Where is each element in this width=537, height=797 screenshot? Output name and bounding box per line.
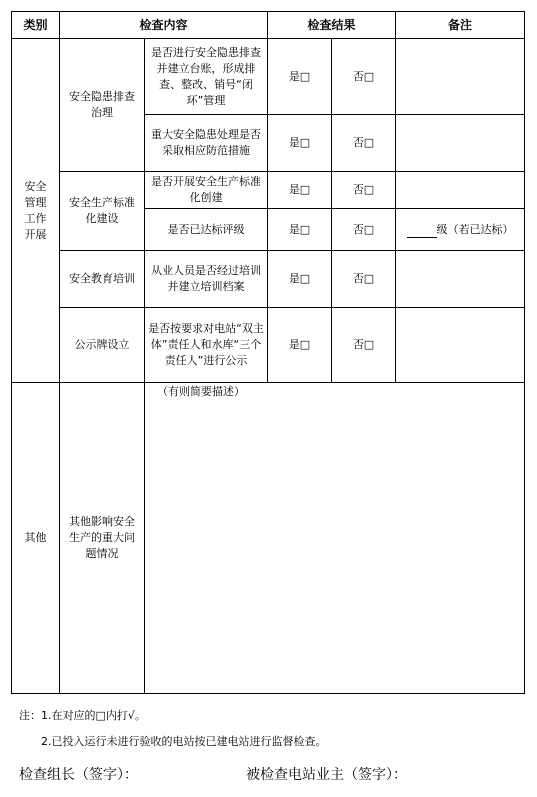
inspection-table bbox=[11, 11, 525, 694]
yes-checkbox[interactable]: 是□ bbox=[268, 308, 332, 383]
remark-cell[interactable] bbox=[396, 308, 525, 383]
leader-signature-label: 检查组长（签字）： bbox=[19, 767, 138, 783]
category-safety-management: 安全管理工作开展 bbox=[12, 39, 60, 383]
remark-cell[interactable] bbox=[396, 251, 525, 308]
note-1: 注：1.在对应的□内打√。 bbox=[19, 709, 146, 722]
yes-checkbox[interactable]: 是□ bbox=[268, 39, 332, 115]
no-checkbox[interactable]: 否□ bbox=[332, 251, 396, 308]
no-checkbox[interactable]: 否□ bbox=[332, 115, 396, 172]
grade-blank[interactable] bbox=[407, 225, 437, 238]
yes-checkbox[interactable]: 是□ bbox=[268, 172, 332, 209]
note-2: 2.已投入运行未进行验收的电站按已建电站进行监督检查。 bbox=[41, 735, 327, 748]
check-content: 从业人员是否经过培训并建立培训档案 bbox=[145, 251, 268, 308]
header-remark: 备注 bbox=[396, 12, 525, 39]
yes-checkbox[interactable]: 是□ bbox=[268, 251, 332, 308]
subcategory-training: 安全教育培训 bbox=[60, 251, 145, 308]
remark-cell[interactable] bbox=[396, 115, 525, 172]
yes-checkbox[interactable]: 是□ bbox=[268, 209, 332, 251]
subcategory-signboard: 公示牌设立 bbox=[60, 308, 145, 383]
category-other: 其他 bbox=[12, 383, 60, 694]
yes-checkbox[interactable]: 是□ bbox=[268, 115, 332, 172]
subcategory-hazard: 安全隐患排查治理 bbox=[60, 39, 145, 172]
header-result: 检查结果 bbox=[268, 12, 396, 39]
subcategory-other-issues: 其他影响安全生产的重大问题情况 bbox=[60, 383, 145, 694]
header-category: 类别 bbox=[12, 12, 60, 39]
no-checkbox[interactable]: 否□ bbox=[332, 172, 396, 209]
remark-cell[interactable] bbox=[396, 39, 525, 115]
header-content: 检查内容 bbox=[60, 12, 268, 39]
no-checkbox[interactable]: 否□ bbox=[332, 209, 396, 251]
owner-signature-label: 被检查电站业主（签字）： bbox=[246, 767, 407, 783]
grade-suffix: 级（若已达标） bbox=[436, 222, 514, 236]
check-content: 是否进行安全隐患排查并建立台账，形成排查、整改、销号“闭环”管理 bbox=[145, 39, 268, 115]
no-checkbox[interactable]: 否□ bbox=[332, 308, 396, 383]
no-checkbox[interactable]: 否□ bbox=[332, 39, 396, 115]
subcategory-standardization: 安全生产标准化建设 bbox=[60, 172, 145, 251]
check-content: 是否已达标评级 bbox=[145, 209, 268, 251]
other-description-field[interactable]: （有则简要描述） bbox=[145, 383, 525, 694]
remark-cell[interactable] bbox=[396, 172, 525, 209]
check-content: 是否开展安全生产标准化创建 bbox=[145, 172, 268, 209]
check-content: 是否按要求对电站“双主体”责任人和水库“三个责任人”进行公示 bbox=[145, 308, 268, 383]
check-content: 重大安全隐患处理是否采取相应防范措施 bbox=[145, 115, 268, 172]
grade-remark[interactable] bbox=[396, 209, 525, 251]
